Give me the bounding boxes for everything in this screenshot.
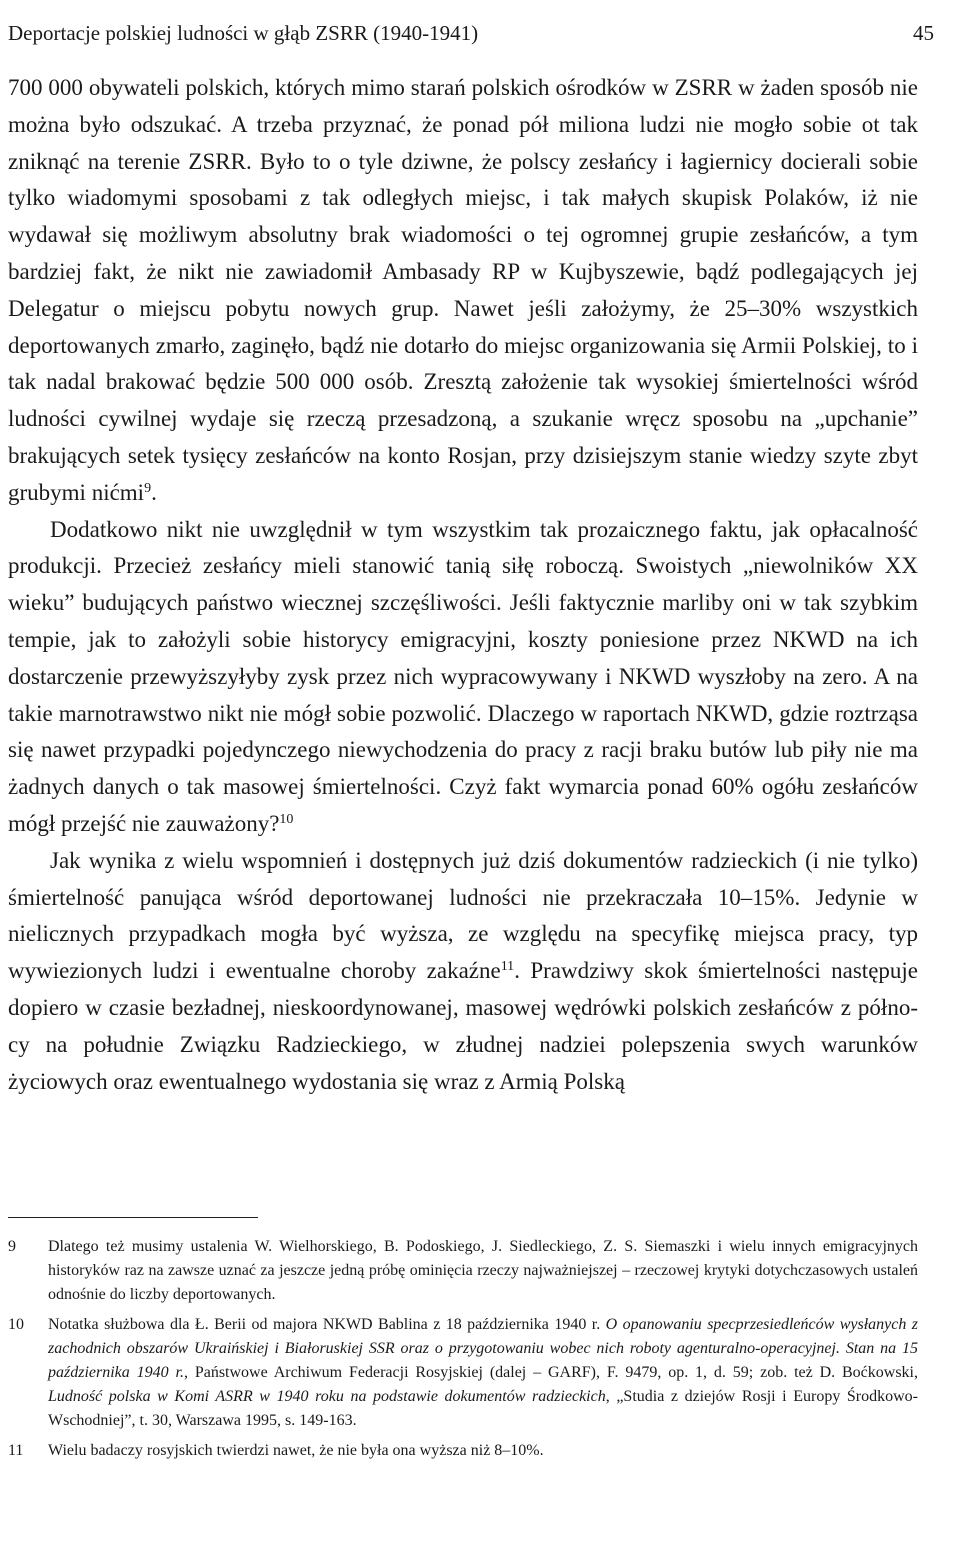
paragraph-3: [8, 843, 918, 1101]
footnote-10-part-1: Notatka służbowa dla Ł. Berii od majora NKWD Bablina z 18 października 1940 r.: [48, 1315, 606, 1333]
footnote-10-italic-title-2: Ludność polska w Komi ASRR w 1940 roku na podstawie dokumentów radzieckich: [48, 1388, 606, 1406]
footnote-separator: [8, 1217, 258, 1218]
running-header: [8, 20, 934, 46]
footnote-text: Wielu badaczy rosyjskich twierdzi nawet, że nie była ona wyższa niż 8–10%.: [48, 1441, 544, 1459]
paragraph-1-end: .: [151, 479, 157, 505]
footnote-ref-10: 10: [279, 811, 294, 827]
footnote-10-part-2: , Państwowe Archiwum Federacji Rosyjskiej (dalej – GARF), F. 9479, op. 1, d. 59; zob. też D. Boćkowski,: [183, 1364, 919, 1382]
footnote-10-italic-title-1: O opanowaniu specprzesiedleńców wysłanych z zachodnich obszarów Ukraińskiej i Białoruskiej SSR oraz o przygotowaniu wobec nich roboty agenturalno-operacyjnej. Stan na 15 października 1940 r.: [48, 1315, 919, 1382]
paragraph-2-text: Dodatkowo nikt nie uwzględnił w tym wszystkim tak prozaicznego faktu, jak opłacalność produkcji. Przecież zesłańcy mieli stanowić tanią siłę roboczą. Swoistych „niewolników XX wieku” budujących państwo wiecznej szczęśliwości. Jeśli faktycznie marliby oni w tak szybkim tempie, jak to założyli sobie historycy emigracyjni, koszty poniesione przez NKWD na ich dostarczenie przewyższyłyby zysk przez nich wypracowywany i NKWD wyszłoby na zero. A na takie marnotrawstwo nikt nie mógł sobie pozwolić. Dlaczego w raportach NKWD, gdzie roztrząsa się nawet przypadki pojedynczego niewychodzenia do pracy z racji braku butów lub piły nie ma żadnych danych o tak masowej śmiertelności. Czyż fakt wymarcia ponad 60% ogółu zesłańców mógł przejść nie zauważony?: [8, 516, 918, 836]
main-text: [8, 70, 918, 1100]
footnote-10: [8, 1313, 918, 1434]
page-number: 45: [913, 21, 934, 45]
footnote-ref-11: 11: [500, 959, 515, 975]
paragraph-3-continuation: . Prawdziwy skok śmiertelności następuje dopiero w czasie bezładnej, nieskoordynowanej, masowej wędrówki polskich zesłańców z północy na południe Związku Radzieckiego, w złudnej nadziei polepszenia swych warunków życiowych oraz ewentualnego wydostania się wraz z Armią Polską: [8, 958, 919, 1094]
footnote-text: Dlatego też musimy ustalenia W. Wielhorskiego, B. Podoskiego, J. Siedleckiego, Z. S. Siemaszki i wielu innych emigracyjnych historyków raz na zawsze uznać za jeszcze jedną próbę ominięcia rzeczy najważniejszej – rzeczowej krytyki dotychczasowych ustaleń odnośnie do liczby deportowanych.: [48, 1238, 918, 1304]
paragraph-1: [8, 70, 918, 512]
footnotes: [8, 1235, 918, 1468]
paragraph-3-text: Jak wynika z wielu wspomnień i dostępnych już dziś dokumentów radzieckich (i nie tylko) śmiertelność panująca wśród deportowanej ludności nie przekraczała 10–15%. Jedynie w nielicznych przypadkach mogła być wyższa, ze względu na specyfikę miejsca pracy, typ wywiezionych ludzi i ewentualne choroby zakaźne: [8, 847, 918, 984]
footnote-9: [8, 1235, 918, 1308]
footnote-number: 11: [8, 1441, 24, 1459]
footnote-11: [8, 1439, 918, 1463]
footnote-text: [48, 1313, 918, 1434]
paragraph-1-text: 700 000 obywateli polskich, których mimo starań polskich ośrodków w ZSRR w żaden sposób nie można było odszukać. A trzeba przyznać, że ponad pół miliona ludzi nie mogło sobie ot tak zniknąć na terenie ZSRR. Było to o tyle dziwne, że polscy zesłańcy i łagiernicy docierali sobie tylko wiadomymi sposobami z tak odległych miejsc, i tak małych skupisk Polaków, iż nie wydawał się możliwym absolutny brak wiadomości o tej ogromnej grupie zesłańców, a tym bardziej fakt, że nikt nie zawiadomił Ambasady RP w Kujbyszewie, bądź podlegających jej Delegatur o miejscu pobytu nowych grup. Nawet jeśli założymy, że 25–30% wszystkich deportowanych zmarło, zaginęło, bądź nie dotarło do miejsc organizowania się Armii Polskiej, to i tak nadal brakować będzie 500 000 osób. Zresztą założenie tak wysokiej śmiertelności wśród ludności cywilnej wydaje się rzeczą przesadzoną, a szukanie wręcz sposobu na „upchanie” brakujących setek tysięcy zesłańców na konto Rosjan, przy dzisiejszym stanie wiedzy szyte zbyt grubymi nićmi: [8, 75, 918, 505]
footnote-number: 9: [8, 1238, 16, 1255]
footnote-number: 10: [8, 1315, 24, 1333]
footnote-10-part-3: , „Studia z dziejów Rosji i Europy Środkowo-Wschodniej”, t. 30, Warszawa 1995, s. 149-163.: [48, 1388, 919, 1430]
footnote-ref-9: 9: [144, 480, 152, 496]
paragraph-2: [8, 512, 918, 843]
running-title: Deportacje polskiej ludności w głąb ZSRR (1940-1941): [8, 21, 479, 45]
